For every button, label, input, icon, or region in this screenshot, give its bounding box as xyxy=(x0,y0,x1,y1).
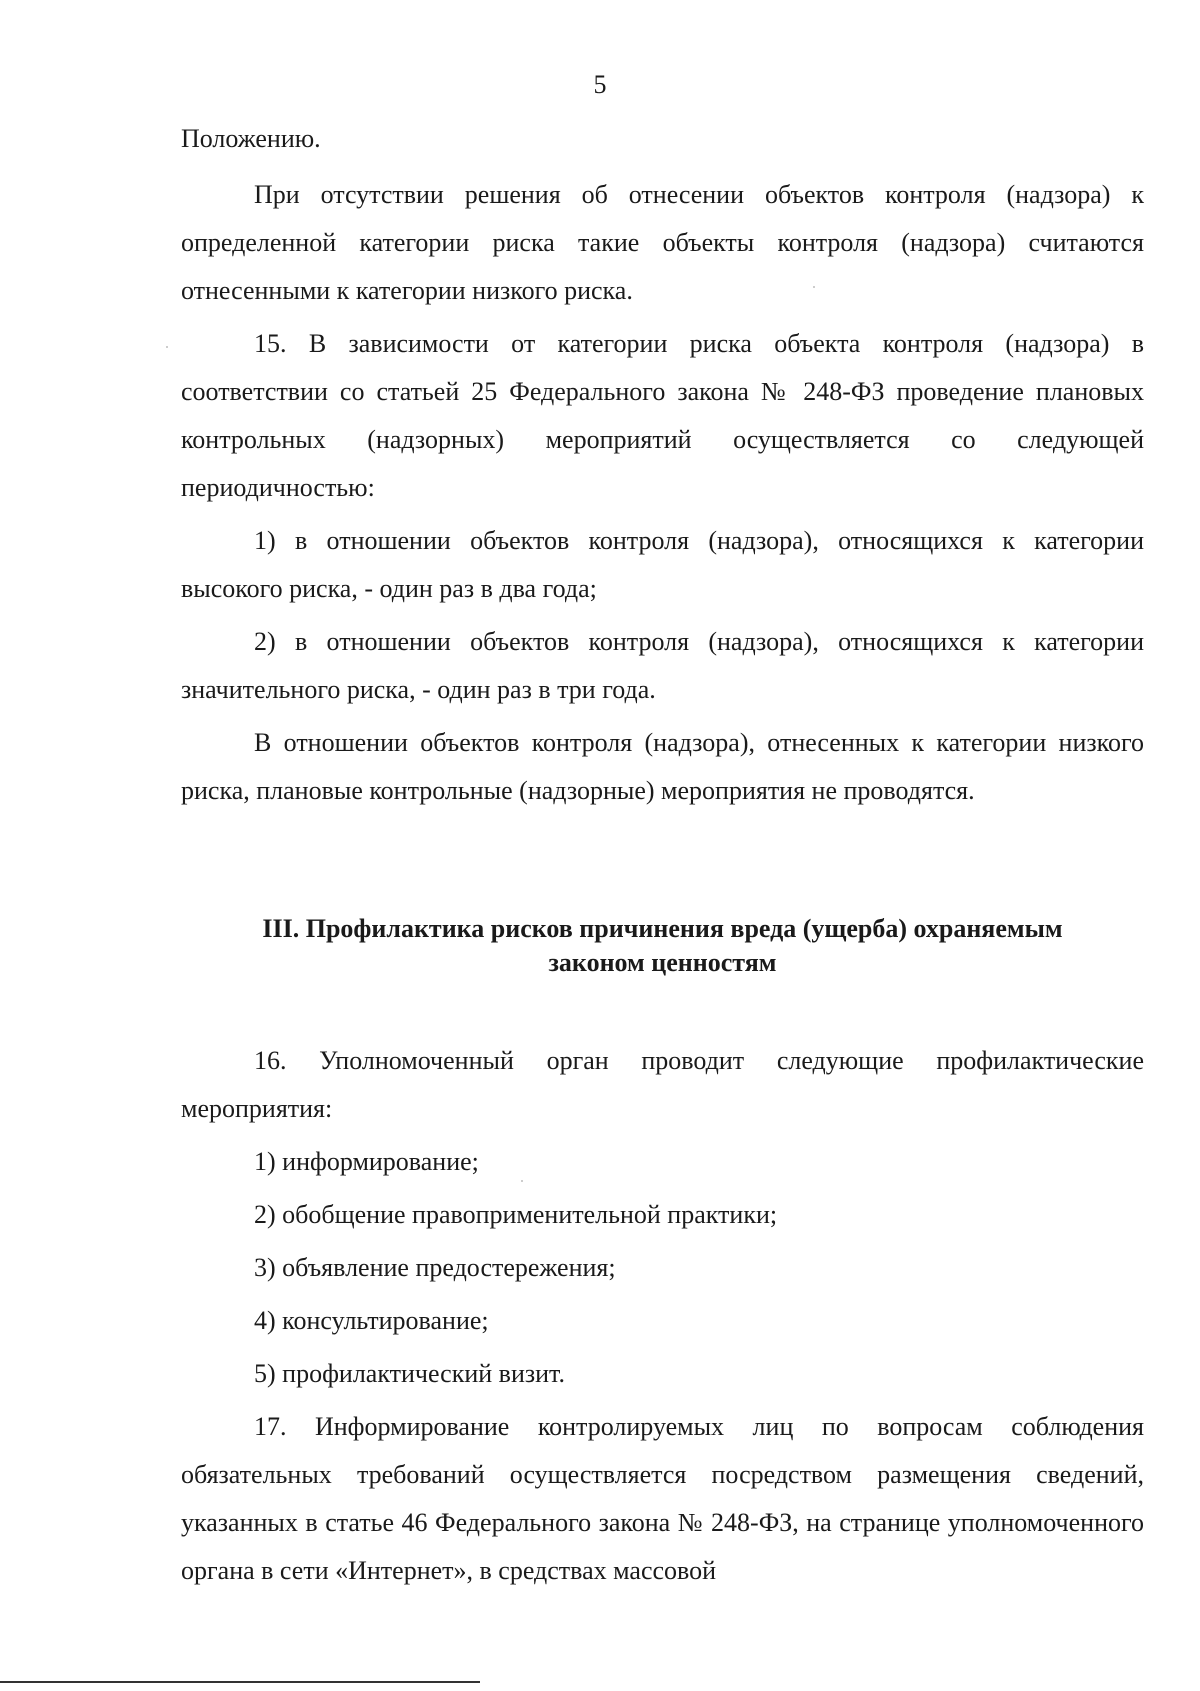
list-item: 3) объявление предостережения; xyxy=(254,1253,616,1282)
scan-speck xyxy=(521,1180,523,1182)
section-heading xyxy=(181,912,1144,980)
bottom-rule xyxy=(0,1681,480,1683)
scan-speck xyxy=(813,286,815,288)
intro-line xyxy=(181,115,1144,163)
list-item: 2) обобщение правоприменительной практики; xyxy=(254,1200,778,1229)
paragraph-no-decision: При отсутствии решения об отнесении объектов контроля (надзора) к определенной категории риска такие объекты контроля (надзора) считаются отнесенными к категории низкого риска. xyxy=(181,180,1144,305)
paragraph-15-item-1: 1) в отношении объектов контроля (надзора), относящихся к категории высокого риска, - один раз в два года; xyxy=(181,526,1144,603)
paragraph-15: 15. В зависимости от категории риска объекта контроля (надзора) в соответствии со статьей 25 Федерального закона № 248-ФЗ проведение плановых контрольных (надзорных) мероприятий осуществляется со следующей периодичностью: xyxy=(181,329,1144,502)
body-section-b xyxy=(181,1037,1144,1600)
paragraph-17: 17. Информирование контролируемых лиц по вопросам соблюдения обязательных требований осуществляется посредством размещения сведений, указанных в статье 46 Федерального закона № 248-ФЗ, на странице уполномоченного органа в сети «Интернет», в средствах массовой xyxy=(181,1412,1144,1585)
paragraph-15-item-2: 2) в отношении объектов контроля (надзора), относящихся к категории значительного риска, - один раз в три года. xyxy=(181,627,1144,704)
list-item: 4) консультирование; xyxy=(254,1306,489,1335)
list-item: 5) профилактический визит. xyxy=(254,1359,565,1388)
body-section-a xyxy=(181,171,1144,820)
section-heading-line-1: III. Профилактика рисков причинения вреда (ущерба) охраняемым xyxy=(262,914,1063,943)
page-number: 5 xyxy=(593,70,607,99)
list-item: 1) информирование; xyxy=(254,1147,479,1176)
paragraph-16: 16. Уполномоченный орган проводит следующие профилактические мероприятия: xyxy=(181,1046,1144,1123)
scan-speck xyxy=(166,346,168,348)
section-heading-line-2: законом ценностям xyxy=(548,948,777,977)
paragraph-low-risk: В отношении объектов контроля (надзора), отнесенных к категории низкого риска, плановые контрольные (надзорные) мероприятия не проводятся. xyxy=(181,728,1144,805)
intro-line-text: Положению. xyxy=(181,124,321,153)
